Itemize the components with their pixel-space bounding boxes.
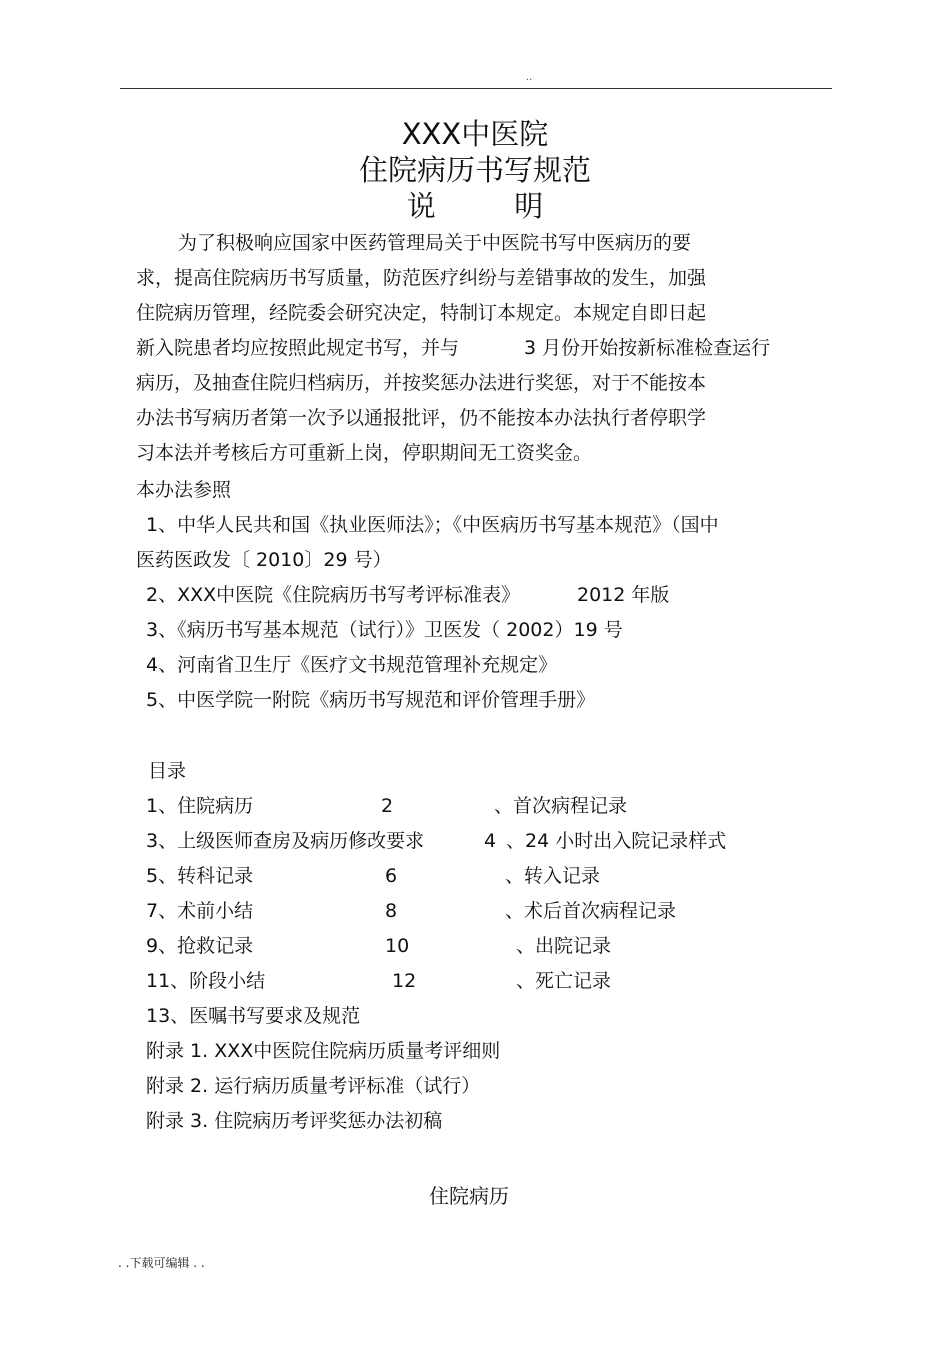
appendix-item: 附录 2. 运行病历质量考评标准（试行） <box>146 1075 481 1097</box>
ref-item-1b: 医药医政发〔 2010〕29 号） <box>136 549 392 571</box>
title-explanation-part1: 说 <box>406 189 436 223</box>
title-explanation <box>0 188 950 224</box>
toc-heading: 目录 <box>148 760 187 782</box>
toc-entry-label: 1、住院病历 <box>146 795 254 817</box>
toc-entry-label: 、术后首次病程记录 <box>505 900 677 922</box>
toc-entry-label: 、死亡记录 <box>516 970 612 992</box>
title-hospital: XXX中医院 <box>401 117 549 151</box>
header-rule <box>120 88 832 89</box>
refs-heading: 本办法参照 <box>136 479 232 501</box>
footer-note: . .下载可编辑 . . <box>118 1256 205 1270</box>
intro-line-4b: 3 月份开始按新标准检查运行 <box>524 337 771 359</box>
toc-entry-label: 、转入记录 <box>505 865 601 887</box>
toc-entry-label: 3、上级医师查房及病历修改要求 <box>146 830 425 852</box>
toc-extra-item: 13、医嘱书写要求及规范 <box>146 1005 361 1027</box>
toc-entry-label: 、24 小时出入院记录样式 <box>506 830 727 852</box>
intro-line-6: 办法书写病历者第一次予以通报批评，仍不能按本办法执行者停职学 <box>136 407 707 429</box>
intro-line-7: 习本法并考核后方可重新上岗，停职期间无工资奖金。 <box>136 442 593 464</box>
toc-entry-label: 9、抢救记录 <box>146 935 254 957</box>
ref-item-2b: 2012 年版 <box>577 584 670 606</box>
toc-entry-page: 10 <box>385 935 410 957</box>
toc-entry-page: 8 <box>385 900 398 922</box>
title-explanation-part2: 明 <box>514 189 544 223</box>
section-title: 住院病历 <box>429 1184 509 1208</box>
appendix-item: 附录 1. XXX中医院住院病历质量考评细则 <box>146 1040 501 1062</box>
intro-line-3: 住院病历管理，经院委会研究决定，特制订本规定。本规定自即日起 <box>136 302 707 324</box>
title-document: 住院病历书写规范 <box>358 153 591 187</box>
ref-item-5: 5、中医学院一附院《病历书写规范和评价管理手册》 <box>146 689 596 711</box>
toc-entry-label: 7、术前小结 <box>146 900 254 922</box>
ref-item-1a: 1、中华人民共和国《执业医师法》；《中医病历书写基本规范》（国中 <box>146 514 719 536</box>
intro-line-5: 病历，及抽查住院归档病历，并按奖惩办法进行奖惩，对于不能按本 <box>136 372 707 394</box>
toc-entry-page: 4 <box>484 830 497 852</box>
intro-line-2: 求，提高住院病历书写质量，防范医疗纠纷与差错事故的发生，加强 <box>136 267 707 289</box>
toc-entry-page: 12 <box>392 970 417 992</box>
intro-line-4a: 新入院患者均应按照此规定书写，并与 <box>136 337 460 359</box>
toc-entry-label: 11、阶段小结 <box>146 970 266 992</box>
ref-item-3: 3、《病历书写基本规范（试行）》卫医发（ 2002）19 号 <box>146 619 623 641</box>
header-marker: .. <box>526 72 533 83</box>
toc-entry-label: 5、转科记录 <box>146 865 254 887</box>
ref-item-4: 4、河南省卫生厅《医疗文书规范管理补充规定》 <box>146 654 558 676</box>
toc-entry-page: 2 <box>381 795 394 817</box>
toc-entry-page: 6 <box>385 865 398 887</box>
intro-line-1: 为了积极响应国家中医药管理局关于中医院书写中医病历的要 <box>178 232 692 254</box>
appendix-item: 附录 3. 住院病历考评奖惩办法初稿 <box>146 1110 443 1132</box>
toc-entry-label: 、出院记录 <box>516 935 612 957</box>
toc-entry-label: 、首次病程记录 <box>494 795 628 817</box>
ref-item-2a: 2、XXX中医院《住院病历书写考评标准表》 <box>146 584 521 606</box>
